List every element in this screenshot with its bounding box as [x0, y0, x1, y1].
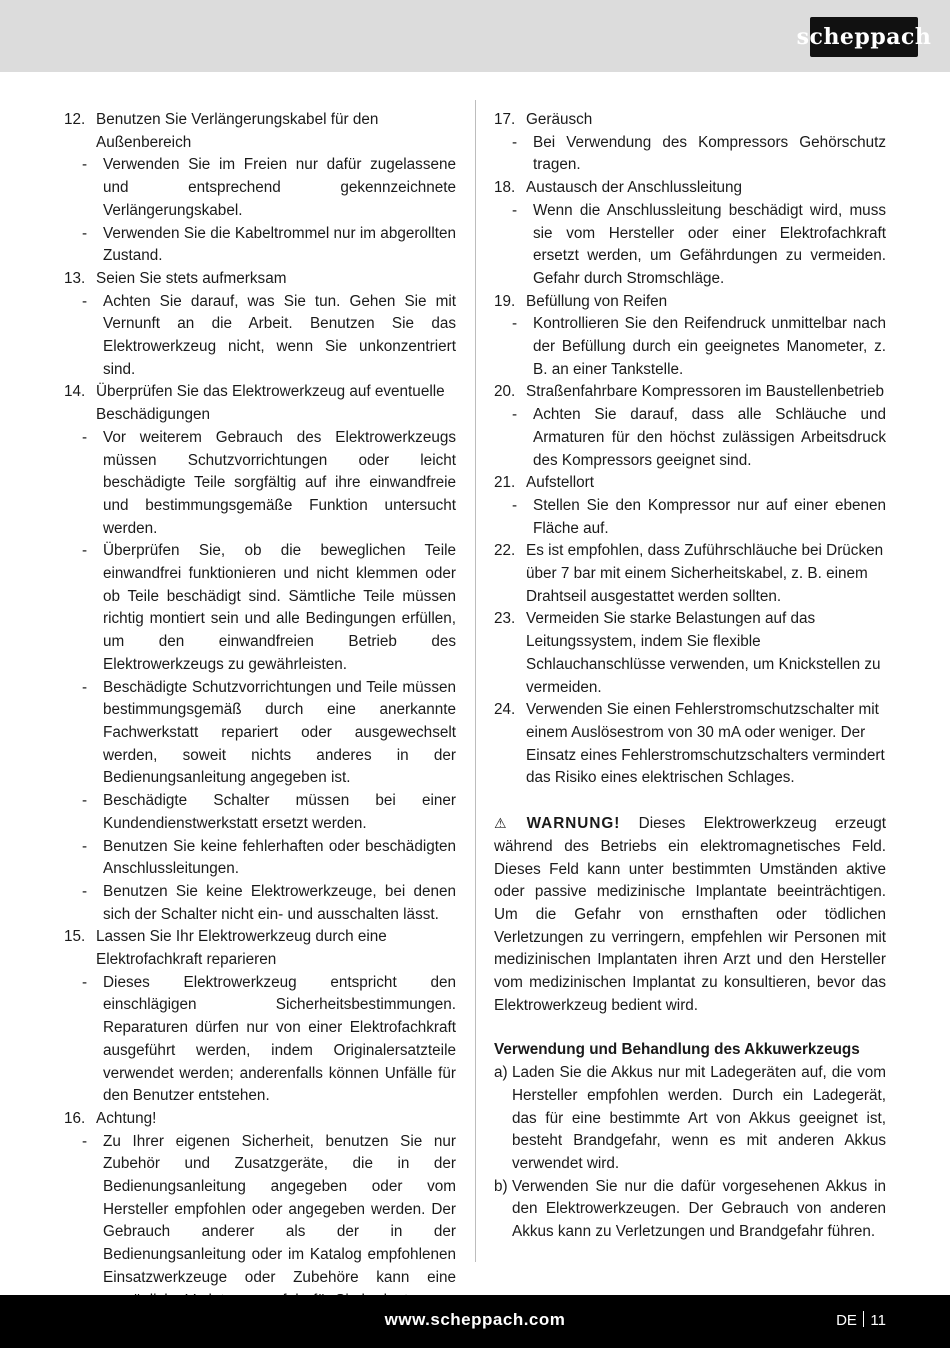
item-number: 21.	[494, 474, 516, 492]
item-number: 17.	[494, 111, 516, 128]
numbered-item-block	[494, 109, 886, 177]
separator	[863, 1311, 865, 1327]
sub-item-text: Vor weiterem Gebrauch des Elektrowerkzeugs müssen Schutzvorrichtungen oder leicht beschädigte Teile sorgfältig auf ihre einwandfreie und bestimmungsgemäße Funktion untersucht werden.	[103, 428, 456, 537]
dash-bullet: -	[82, 792, 88, 810]
sub-item	[82, 427, 456, 541]
item-title: Achtung!	[96, 1109, 157, 1127]
numbered-item	[64, 109, 456, 154]
item-number: 19.	[494, 292, 516, 310]
numbered-item	[494, 699, 886, 790]
sub-item-text: Verwenden Sie im Freien nur dafür zugelassene und entsprechend gekennzeichnete Verlängerungskabel.	[103, 156, 456, 219]
item-number: 24.	[494, 701, 516, 719]
sub-item	[512, 132, 886, 177]
item-title: Straßenfahrbare Kompressoren im Baustellenbetrieb	[526, 383, 884, 401]
battery-list-item	[494, 1062, 886, 1176]
item-number: 22.	[494, 542, 516, 560]
numbered-item	[494, 381, 886, 404]
dash-bullet: -	[512, 201, 518, 219]
dash-bullet: -	[512, 315, 518, 333]
sub-item-text: Stellen Sie den Kompressor nur auf einer ebenen Fläche auf.	[533, 496, 886, 537]
sub-item-text: Benutzen Sie keine Elektrowerkzeuge, bei denen sich der Schalter nicht ein- und ausschalten lässt.	[103, 882, 456, 923]
dash-bullet: -	[82, 678, 88, 696]
sub-item-text: Überprüfen Sie, ob die beweglichen Teile einwandfrei funktionieren und nicht klemmen oder ob Teile beschädigt sind. Sämtliche Teile müssen richtig montiert sein und alle Bedingungen erfüllen, um den einwandfreien Betrieb des Elektrowerkzeugs zu gewährleisten.	[103, 542, 456, 673]
dash-bullet: -	[82, 224, 88, 242]
item-title: Befüllung von Reifen	[526, 292, 668, 310]
column-divider	[475, 100, 476, 1262]
sub-item-text: Kontrollieren Sie den Reifendruck unmittelbar nach der Befüllung durch ein geeignetes Manometer, z. B. an einer Tankstelle.	[533, 315, 886, 378]
warning-label: WARNUNG!	[526, 815, 621, 833]
numbered-item	[64, 268, 456, 291]
battery-list	[494, 1062, 886, 1244]
numbered-item	[494, 608, 886, 699]
left-column	[64, 109, 456, 1312]
item-letter: a)	[494, 1064, 508, 1082]
item-title: Lassen Sie Ihr Elektrowerkzeug durch eine Elektrofachkraft reparieren	[96, 928, 387, 969]
sub-item	[82, 223, 456, 268]
item-number: 15.	[64, 928, 86, 946]
sub-item	[82, 540, 456, 676]
sub-item	[82, 836, 456, 881]
battery-item-text: Verwenden Sie nur die dafür vorgesehenen Akkus in den Elektrowerkzeugen. Der Gebrauch von anderen Akkus kann zu Verletzungen und Brandgefahr führen.	[512, 1177, 886, 1241]
sub-item	[82, 881, 456, 926]
item-number: 14.	[64, 383, 86, 401]
dash-bullet: -	[82, 1132, 88, 1150]
numbered-item-block	[494, 177, 886, 291]
battery-section-title: Verwendung und Behandlung des Akkuwerkzeugs	[494, 1041, 860, 1059]
battery-list-item	[494, 1176, 886, 1244]
item-title: Überprüfen Sie das Elektrowerkzeug auf eventuelle Beschädigungen	[96, 383, 445, 424]
footer-url-link[interactable]: www.scheppach.com	[384, 1310, 566, 1329]
item-letter: b)	[494, 1177, 508, 1195]
sub-item	[82, 291, 456, 382]
item-title: Benutzen Sie Verlängerungskabel für den Außenbereich	[96, 111, 379, 151]
dash-bullet: -	[82, 973, 88, 991]
page-indicator	[836, 1311, 886, 1329]
item-title: Verwenden Sie einen Fehlerstromschutzschalter mit einem Auslösestrom von 30 mA oder weniger. Der Einsatz eines Fehlerstromschutzschalters vermindert das Risiko eines elektrischen Schlages.	[526, 701, 885, 787]
language-code: DE	[836, 1312, 857, 1329]
warning-triangle-icon: ⚠	[494, 815, 521, 832]
sub-item	[512, 200, 886, 291]
dash-bullet: -	[512, 133, 518, 151]
sub-item	[82, 677, 456, 791]
item-title: Es ist empfohlen, dass Zuführschläuche bei Drücken über 7 bar mit einem Sicherheitskabel, z. B. einem Drahtseil ausgestattet werden sollten.	[526, 542, 884, 605]
sub-item	[82, 790, 456, 835]
numbered-item	[64, 1108, 456, 1131]
numbered-item-block	[494, 699, 886, 790]
dash-bullet: -	[512, 406, 518, 424]
numbered-item-block	[494, 381, 886, 472]
footer	[0, 1295, 950, 1348]
sub-item-text: Dieses Elektrowerkzeug entspricht den einschlägigen Sicherheitsbestimmungen. Reparaturen dürfen nur von einer Elektrofachkraft ausgeführt werden, indem Originalersatzteile verwendet werden; anderenfalls können Unfälle für den Benutzer entstehen.	[103, 973, 456, 1105]
numbered-item	[494, 540, 886, 608]
numbered-item-block	[64, 381, 456, 926]
numbered-item-block	[64, 268, 456, 382]
battery-item-text: Laden Sie die Akkus nur mit Ladegeräten auf, die vom Hersteller empfohlen werden. Durch ein Ladegerät, das für eine bestimmte Art von Akkus geeignet ist, besteht Brandgefahr, wenn es mit anderen Akkus verwendet wird.	[512, 1064, 886, 1172]
numbered-item-block	[64, 1108, 456, 1312]
sub-item	[82, 154, 456, 222]
right-column	[494, 109, 886, 1244]
dash-bullet: -	[82, 156, 88, 174]
sub-item-text: Achten Sie darauf, dass alle Schläuche und Armaturen für den höchst zulässigen Arbeitsdruck des Kompressors geeignet sind.	[533, 406, 886, 469]
sub-item-text: Wenn die Anschlussleitung beschädigt wird, muss sie vom Hersteller oder einer Elektrofachkraft ersetzt werden, um Gefährdungen zu vermeiden. Gefahr durch Stromschläge.	[533, 201, 886, 287]
numbered-item	[494, 472, 886, 495]
scheppach-logo: scheppach	[810, 17, 918, 57]
page-number: 11	[870, 1312, 886, 1329]
sub-item	[512, 404, 886, 472]
header-band	[0, 0, 950, 72]
numbered-item-block	[64, 926, 456, 1108]
dash-bullet: -	[82, 882, 88, 900]
item-number: 20.	[494, 383, 516, 401]
item-title: Seien Sie stets aufmerksam	[96, 269, 287, 287]
sub-item-text: Benutzen Sie keine fehlerhaften oder beschädigten Anschlussleitungen.	[103, 837, 456, 878]
numbered-item	[494, 109, 886, 132]
numbered-item-block	[494, 540, 886, 608]
sub-item-text: Verwenden Sie die Kabeltrommel nur im abgerollten Zustand.	[103, 224, 456, 265]
sub-item	[512, 495, 886, 540]
sub-item	[512, 313, 886, 381]
dash-bullet: -	[82, 837, 88, 855]
sub-item-text: Bei Verwendung des Kompressors Gehörschutz tragen.	[533, 133, 886, 174]
dash-bullet: -	[82, 428, 88, 446]
sub-item	[82, 1131, 456, 1313]
numbered-item	[494, 291, 886, 314]
warning-text: Dieses Elektrowerkzeug erzeugt während des Betriebs ein elektromagnetisches Feld. Dieses Feld kann unter bestimmten Umständen aktive oder passive medizinische Implantate beeinträchtigen. Um die Gefahr von ernsthaften oder tödlichen Verletzungen zu verringern, empfehlen wir Personen mit medizinischen Implantaten ihren Arzt und den Hersteller vom medizinischen Implantat zu konsultieren, bevor das Elektrowerkzeug bedient wird.	[494, 815, 886, 1014]
numbered-item	[64, 381, 456, 426]
sub-item	[82, 972, 456, 1108]
item-title: Austausch der Anschlussleitung	[526, 179, 742, 197]
sub-item-text: Achten Sie darauf, was Sie tun. Gehen Sie mit Vernunft an die Arbeit. Benutzen Sie das Elektrowerkzeug nicht, wenn Sie unkonzentriert sind.	[103, 292, 456, 378]
item-title: Aufstellort	[526, 474, 595, 492]
item-number: 12.	[64, 111, 86, 128]
sub-item-text: Beschädigte Schalter müssen bei einer Kundendienstwerkstatt ersetzt werden.	[103, 792, 456, 832]
numbered-item-block	[494, 608, 886, 699]
right-numbered-list	[494, 109, 886, 790]
numbered-item-block	[494, 291, 886, 382]
warning-block	[494, 812, 886, 1017]
item-title: Vermeiden Sie starke Belastungen auf das Leitungssystem, indem Sie flexible Schlauchanschlüsse verwenden, um Knickstellen zu vermeiden.	[526, 610, 881, 696]
numbered-item-block	[494, 472, 886, 540]
dash-bullet: -	[512, 496, 518, 514]
item-number: 18.	[494, 179, 516, 197]
dash-bullet: -	[82, 292, 88, 310]
numbered-item-block	[64, 109, 456, 268]
numbered-item	[494, 177, 886, 200]
item-number: 23.	[494, 610, 516, 628]
sub-item-text: Zu Ihrer eigenen Sicherheit, benutzen Sie nur Zubehör und Zusatzgeräte, die in der Bedienungsanleitung angegeben oder vom Hersteller empfohlen oder angegeben werden. Der Gebrauch anderer als der in der Bedienungsanleitung oder im Katalog empfohlenen Einsatzwerkzeuge oder Zubehöre kann eine	[103, 1132, 456, 1286]
item-number: 13.	[64, 269, 86, 287]
sub-item-text: Beschädigte Schutzvorrichtungen und Teile müssen bestimmungsgemäß durch eine anerkannte Fachwerkstatt repariert oder ausgewechselt werden, soweit nichts anderes in der Bedienungsanleitung angegeben ist.	[103, 678, 456, 787]
item-number: 16.	[64, 1109, 86, 1127]
item-title: Geräusch	[526, 111, 593, 128]
dash-bullet: -	[82, 542, 88, 560]
numbered-item	[64, 926, 456, 971]
